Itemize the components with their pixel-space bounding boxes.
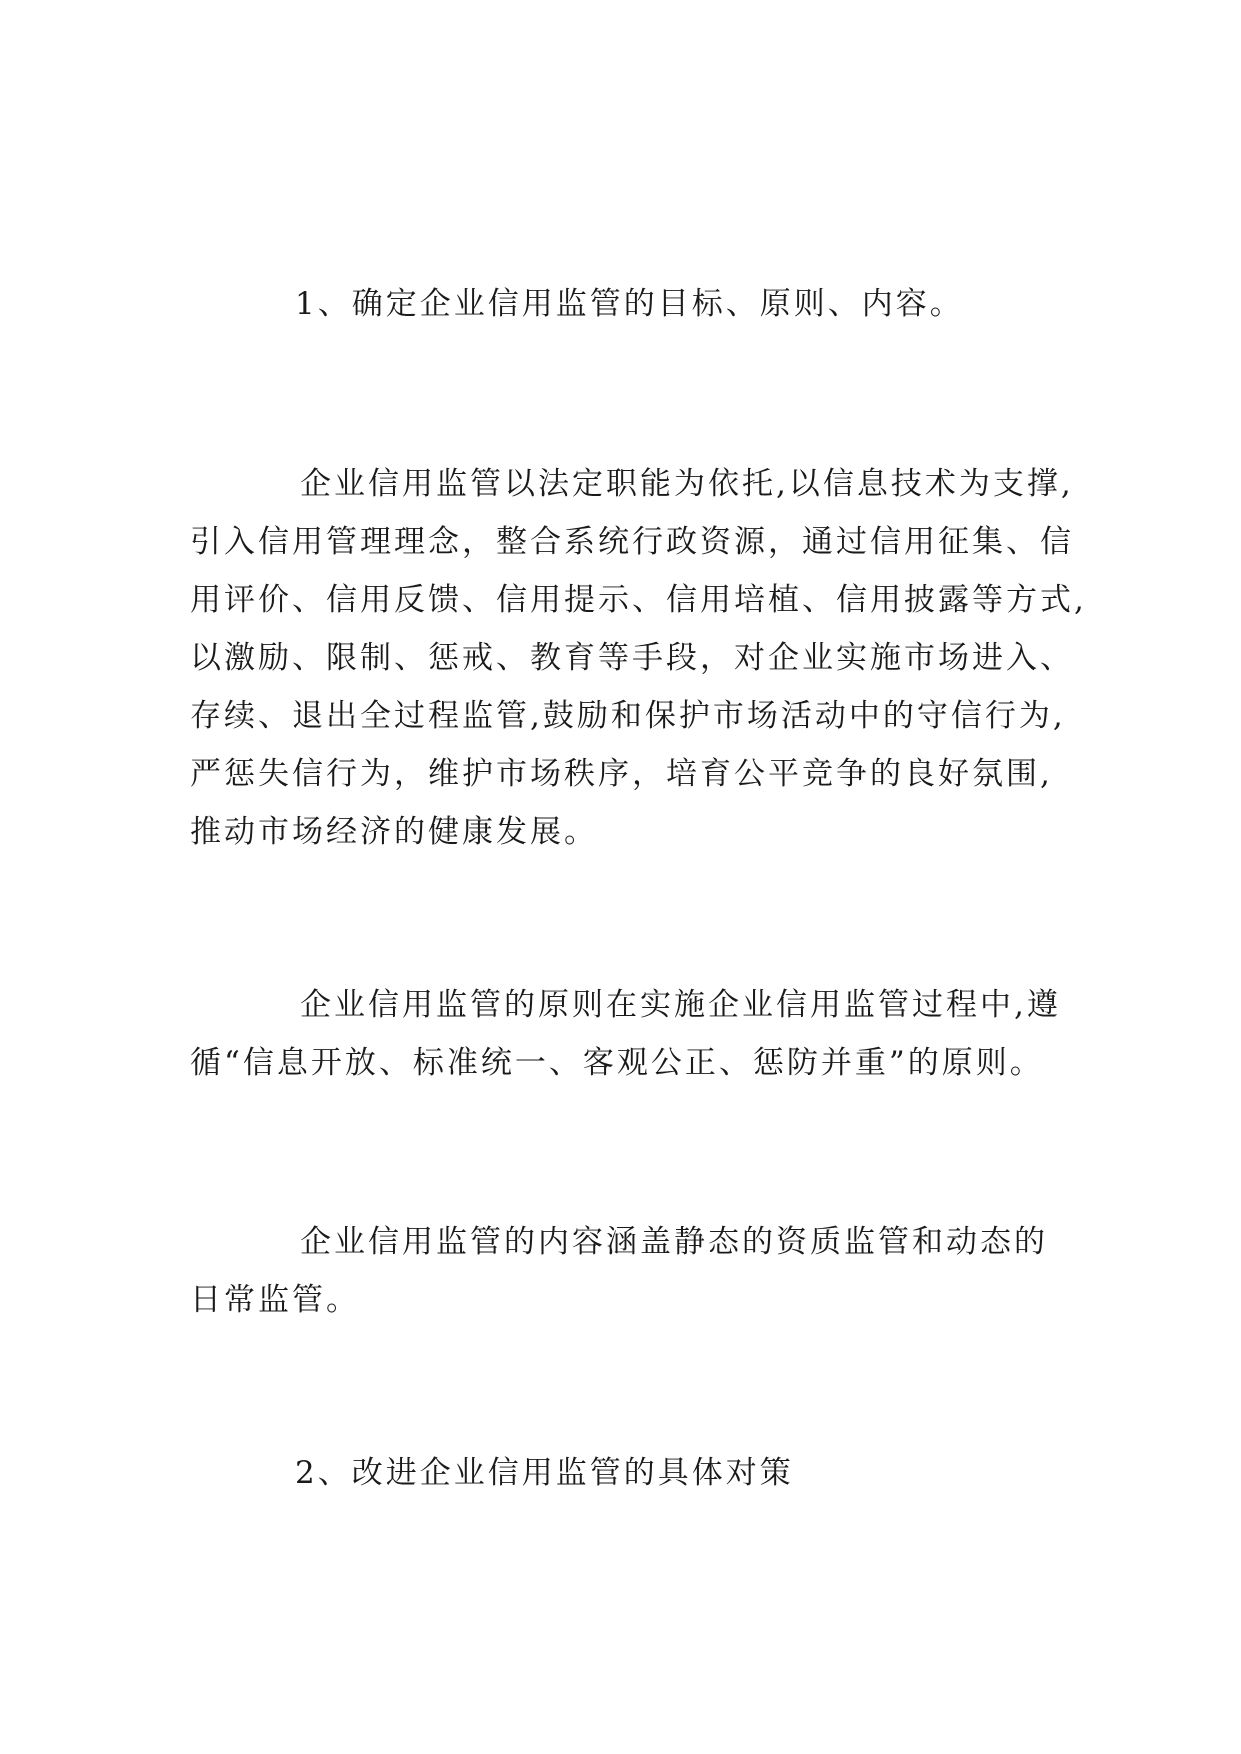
paragraph-line: 存续、退出全过程监管,鼓励和保护市场活动中的守信行为, — [190, 698, 1066, 734]
paragraph-line: 企业信用监管以法定职能为依托,以信息技术为支撑, — [300, 466, 1074, 502]
paragraph-line: 企业信用监管的内容涵盖静态的资质监管和动态的 — [300, 1224, 1048, 1260]
paragraph-line: 推动市场经济的健康发展。 — [190, 814, 598, 850]
section-heading-2: 2、改进企业信用监管的具体对策 — [295, 1455, 794, 1491]
paragraph-line: 引入信用管理理念，整合系统行政资源，通过信用征集、信 — [190, 524, 1074, 560]
paragraph-line: 严惩失信行为，维护市场秩序，培育公平竞争的良好氛围, — [190, 756, 1053, 792]
paragraph-supervision-content — [190, 1213, 1070, 1329]
paragraph-supervision-principles — [190, 976, 1070, 1092]
paragraph-credit-supervision-definition — [190, 455, 1087, 861]
paragraph-line: 用评价、信用反馈、信用提示、信用培植、信用披露等方式, — [190, 582, 1087, 618]
paragraph-line: 企业信用监管的原则在实施企业信用监管过程中,遵 — [300, 987, 1061, 1023]
section-heading-1: 1、确定企业信用监管的目标、原则、内容。 — [295, 286, 964, 322]
paragraph-line: 循“信息开放、标准统一、客观公正、惩防并重”的原则。 — [190, 1045, 1044, 1081]
paragraph-line: 日常监管。 — [190, 1282, 360, 1318]
paragraph-line: 以激励、限制、惩戒、教育等手段，对企业实施市场进入、 — [190, 640, 1074, 676]
